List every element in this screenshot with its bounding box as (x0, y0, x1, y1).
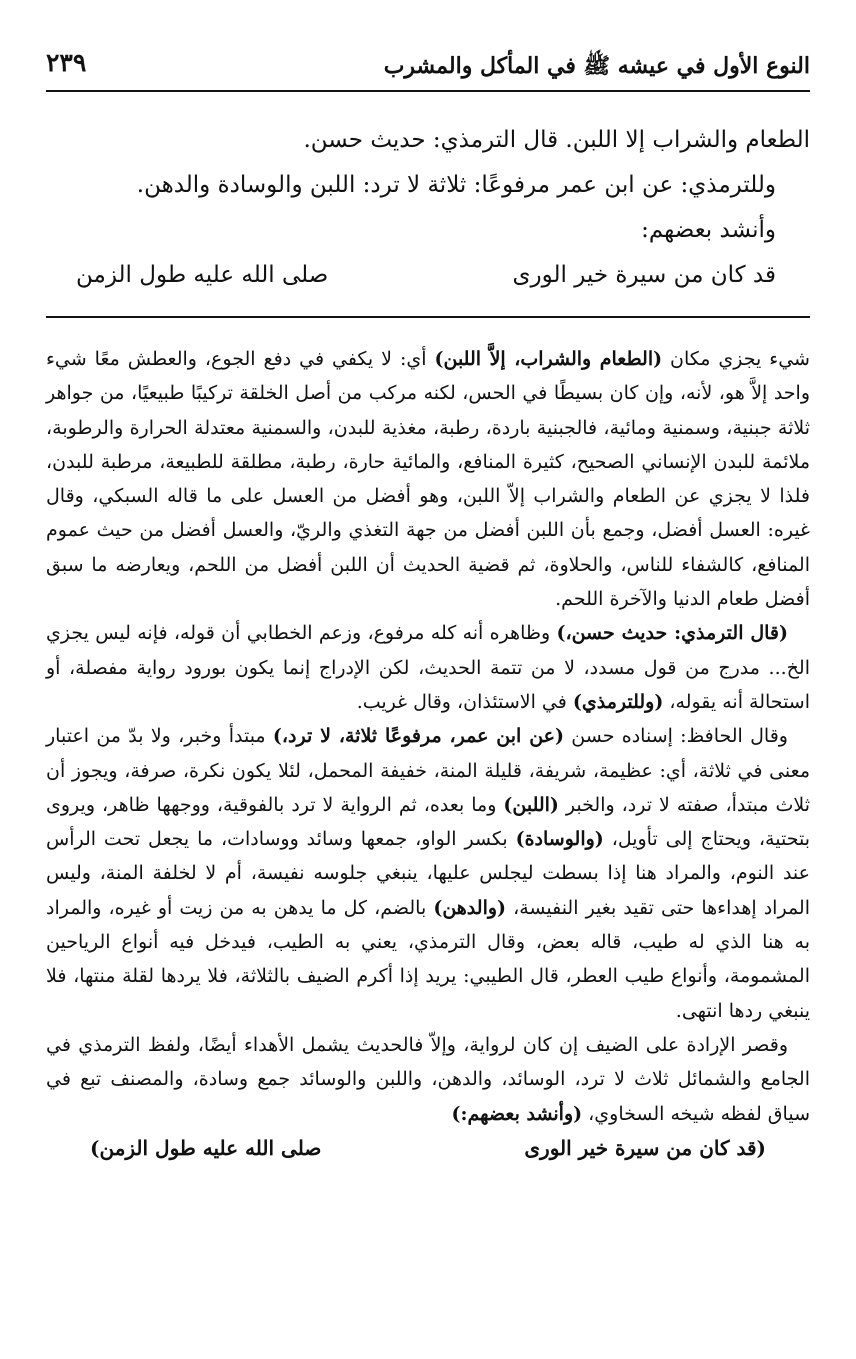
quoted-matn: (الطعام والشراب، إلاَّ اللبن) (434, 348, 663, 370)
matn-line: وللترمذي: عن ابن عمر مرفوعًا: ثلاثة لا ترد: اللبن والوسادة والدهن. (136, 172, 776, 198)
quoted-matn: (اللبن) (503, 793, 559, 816)
commentary-text-run: شيء يجزي مكان (662, 348, 810, 370)
quoted-matn: (وأنشد بعضهم:) (451, 1102, 583, 1125)
quoted-matn: (وللترمذي) (572, 690, 664, 713)
matn-line: الطعام والشراب إلا اللبن. قال الترمذي: حديث حسن. (303, 127, 810, 153)
commentary-text-run: أي: لا يكفي في دفع الجوع، والعطش معًا شيء واحد إلاَّ هو، لأنه، وإن كان بسيطًا في الحس، لكنه مركب من أصل الخلقة تركيبًا طبيعيًا، من جواهر ثلاثة جبنية، وسمنية ومائية، فالجبنية باردة، رطبة، مغذية للبدن، والسمنية معتدلة الحرارة والرطوبة، ملائمة للبدن الإنساني الصحيح، كثيرة المنافع، والمائية حارة، رطبة، مطلقة للطبيعة، مرطبة للبدن، فلذا لا يجزي عن الطعام والشراب إلاّ اللبن، وهو أفضل من العسل على ما قاله السبكي، وقال غيره: العسل أفضل، وجمع بأن اللبن أفضل من جهة التغذي والريّ، والعسل أفضل من حيث عموم المنافع، كالشفاء للناس، والحلاوة، ثم قضية الحديث أن اللبن أفضل من اللحم، ويعارضه ما سبق أفضل طعام الدنيا والآخرة اللحم. (46, 348, 810, 611)
commentary-text-run: بالضم، كل ما يدهن به من زيت أو غيره، والمراد به هنا الذي له طيب، قاله بعض، وقال الترمذي، يعني به الطيب، فيدخل فيه أنواع الرياحين المشمومة، وأنواع طيب العطر، قال الطيبي: يريد إذا أكرم الضيف بالثلاثة، فلا يردها لقلة منتها، فلا ينبغي ردها انتهى. (46, 896, 811, 1022)
commentary-text-run: وما بعده، ثم الرواية لا ترد بالفوقية، ووجهها ظاهر، ويروى بتحتية، ويحتاج إلى تأويل، (46, 793, 810, 851)
commentary-text-run: في الاستئذان، وقال غريب. (356, 690, 573, 713)
verse-hemistich-first: (قد كان من سيرة خير الورى (524, 1135, 766, 1160)
main-text (46, 118, 810, 298)
quoted-matn: (والدهن) (433, 896, 507, 919)
commentary-text-run: بكسر الواو، جمعها وسائد ووسادات، ما يجعل تحت الرأس عند النوم، والمراد هنا إذا بسطت ليجلس عليها، ينبغي جلوسه نفيسة، أم لا لخلفة المنة، وليس المراد إهداءها حتى تقيد بغير النفيسة، (46, 828, 810, 919)
commentary-text-run: وقصر الإرادة على الضيف إن كان لرواية، وإلاّ فالحديث يشمل الأهداء أيضًا، ولفظ الترمذي في الجامع والشمائل ثلاث لا ترد، الوسائد، والدهن، واللبن والوسائد جمع وسادة، والمصنف تبع في سياق لفظه شيخه السخاوي، (46, 1033, 810, 1125)
commentary-verse-line (46, 1131, 810, 1165)
page-number: ٢٣٩ (46, 48, 87, 77)
commentary-text-run: وقال الحافظ: إسناده حسن (564, 725, 788, 748)
commentary-paragraph (46, 342, 810, 616)
running-header (46, 44, 810, 92)
verse-line (46, 253, 810, 298)
commentary-text (46, 342, 810, 1165)
commentary-text-run: مبتدأ وخبر، ولا بدّ من اعتبار معنى في ثلاثة، أي: عظيمة، شريفة، قليلة المنة، خفيفة المحمل، لئلا يكون نكرة، صرفة، ويجوز أن ثلاث مبتدأ، صفته لا ترد، والخبر (46, 725, 810, 816)
verse-hemistich-second: صلى الله عليه طول الزمن (76, 262, 329, 288)
separator-rule (46, 316, 810, 318)
running-title: النوع الأول في عيشه ﷺ في المأكل والمشرب (383, 53, 810, 79)
quoted-matn: (والوسادة) (515, 828, 604, 851)
commentary-paragraph (46, 616, 810, 719)
quoted-matn: (قال الترمذي: حديث حسن،) (556, 622, 788, 645)
verse-hemistich-first: قد كان من سيرة خير الورى (512, 262, 776, 288)
commentary-text-run: وظاهره أنه كله مرفوع، وزعم الخطابي أن قوله، فإنه ليس يجزي الخ... مدرج من قول مسدد، لا من تتمة الحديث، لكن الإدراج إنما يكون بورود رواية مفصلة، أو استحالة أنه يقوله، (46, 622, 810, 713)
verse-hemistich-second: صلى الله عليه طول الزمن) (90, 1135, 322, 1160)
commentary-paragraph (46, 1028, 810, 1131)
quoted-matn: (عن ابن عمر، مرفوعًا ثلاثة، لا ترد،) (272, 725, 564, 748)
matn-line: وأنشد بعضهم: (641, 217, 776, 243)
commentary-paragraph (46, 719, 810, 1028)
